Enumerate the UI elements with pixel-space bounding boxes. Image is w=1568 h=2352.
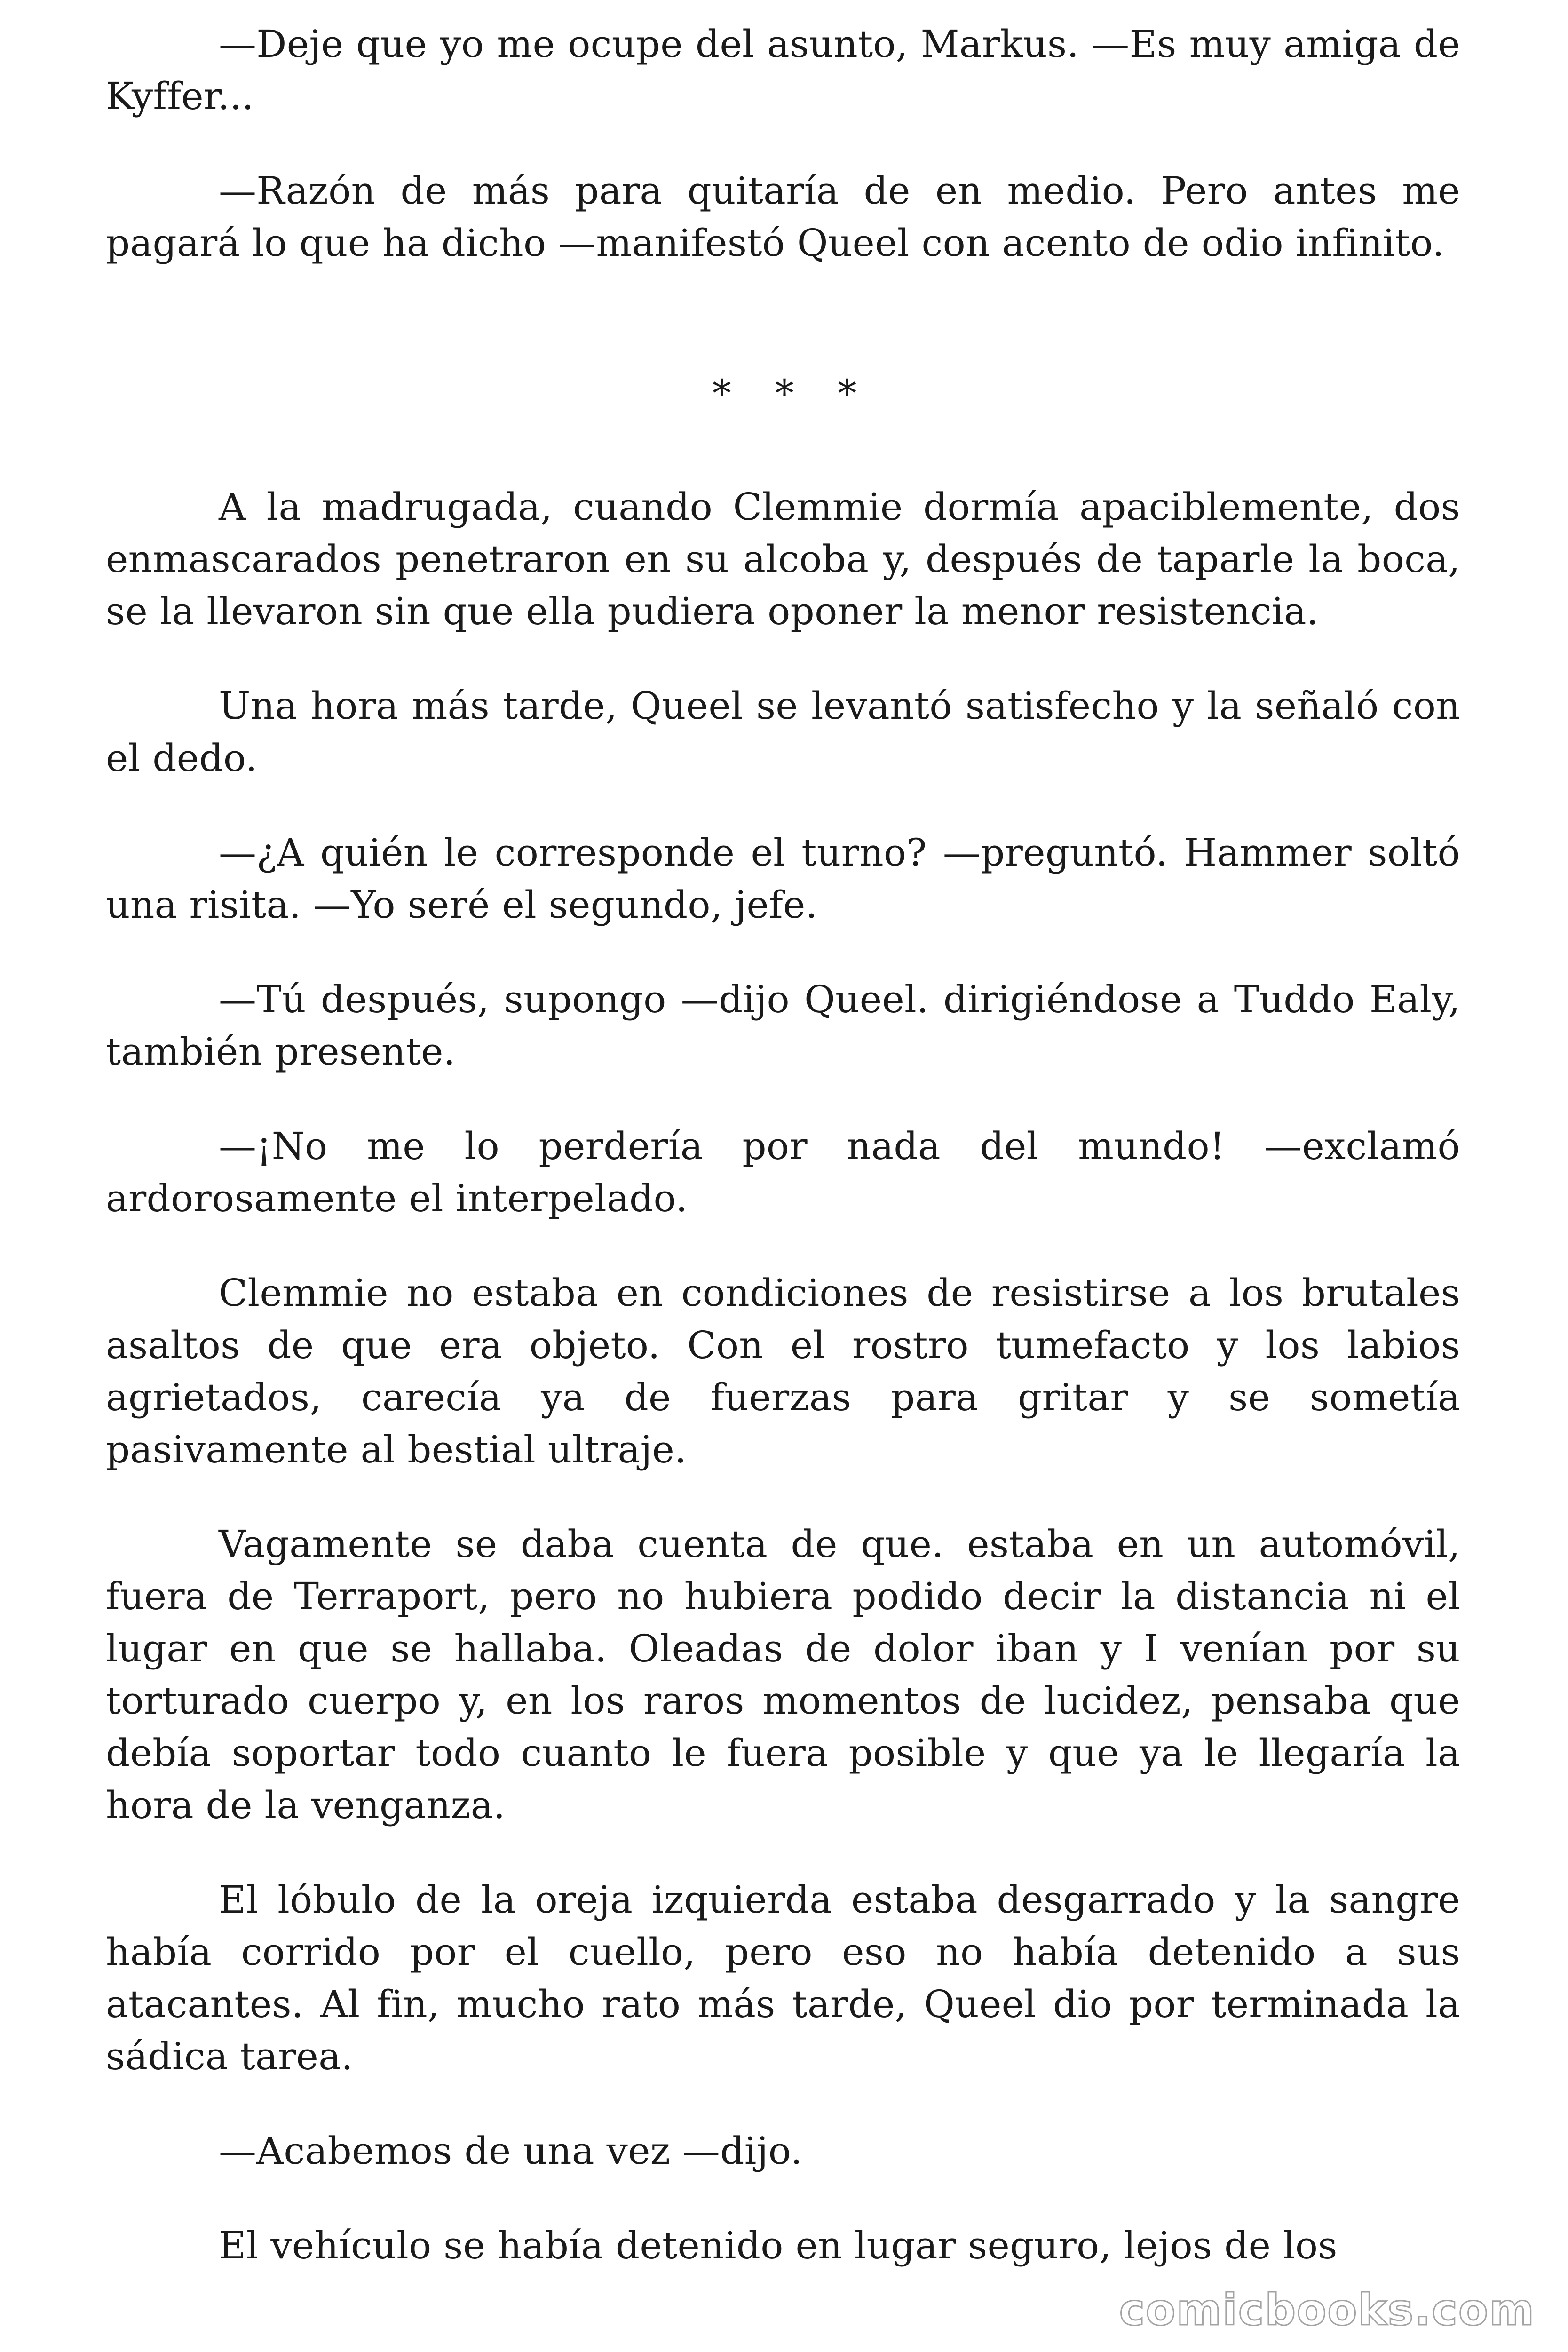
paragraph: —Tú después, supongo —dijo Queel. dirigiéndose a Tuddo Ealy, también presente. [106, 977, 1460, 1073]
scene-break: * * * [712, 372, 873, 415]
paragraph-continued: El vehículo se había detenido en lugar seguro, lejos de los [219, 2224, 1338, 2267]
paragraph: —Deje que yo me ocupe del asunto, Markus. —Es muy amiga de Kyffer... [106, 22, 1460, 118]
paragraph: Vagamente se daba cuenta de que. estaba en un automóvil, fuera de Terraport, pero no hubiera podido decir la distancia ni el lugar en que se hallaba. Oleadas de dolor iban y I venían por su torturado cuerpo y, en los raros momentos de lucidez, pensaba que debía soportar todo cuanto le fuera posible y que ya le llegaría la hora de la venganza. [106, 1522, 1460, 1827]
paragraph: —Acabemos de una vez —dijo. [219, 2129, 803, 2173]
paragraph: Una hora más tarde, Queel se levantó satisfecho y la señaló con el dedo. [106, 684, 1460, 780]
book-page [106, 18, 1460, 2272]
paragraph: —¡No me lo perdería por nada del mundo! —exclamó ardorosamente el interpelado. [106, 1124, 1460, 1220]
paragraph: El lóbulo de la oreja izquierda estaba desgarrado y la sangre había corrido por el cuello, pero eso no había detenido a sus atacantes. Al fin, mucho rato más tarde, Queel dio por terminada la sádica tarea. [106, 1878, 1460, 2078]
paragraph: —Razón de más para quitaría de en medio. Pero antes me pagará lo que ha dicho —manifestó Queel con acento de odio infinito. [106, 169, 1460, 265]
paragraph: A la madrugada, cuando Clemmie dormía apaciblemente, dos enmascarados penetraron en su alcoba y, después de taparle la boca, se la llevaron sin que ella pudiera oponer la menor resistencia. [106, 485, 1460, 633]
paragraph: —¿A quién le corresponde el turno? —preguntó. Hammer soltó una risita. —Yo seré el segundo, jefe. [106, 831, 1460, 927]
paragraph: Clemmie no estaba en condiciones de resistirse a los brutales asaltos de que era objeto. Con el rostro tumefacto y los labios agrietados, carecía ya de fuerzas para gritar y se sometía pasivamente al bestial ultraje. [106, 1271, 1460, 1471]
watermark: comicbooks.com [1119, 2285, 1535, 2335]
